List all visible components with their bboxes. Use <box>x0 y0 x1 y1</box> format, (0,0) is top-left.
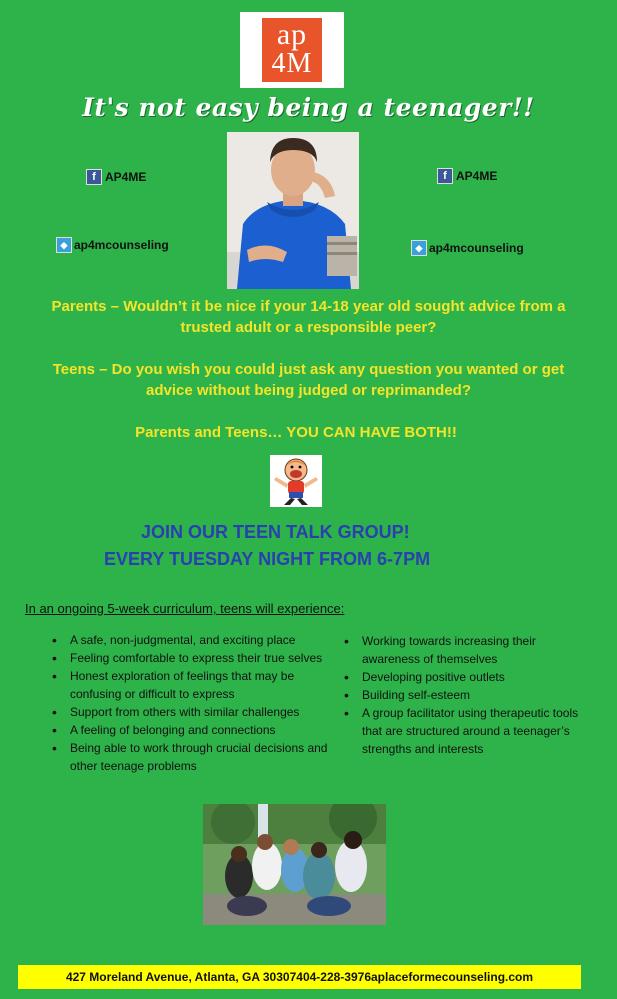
benefit-item: • Working towards increasing their awareness of themselves <box>340 632 590 668</box>
footer-address: 427 Moreland Avenue, Atlanta, GA 30307 <box>65 970 297 984</box>
twitter-handle-right: ap4mcounseling <box>429 241 524 255</box>
twitter-link-right[interactable] <box>411 240 524 256</box>
curriculum-intro: In an ongoing 5-week curriculum, teens will experience: <box>25 601 345 616</box>
twitter-icon: ◆ <box>56 237 72 253</box>
facebook-link-right[interactable] <box>437 168 497 184</box>
benefit-item: • Being able to work through crucial decisions and other teenage problems <box>48 739 333 775</box>
logo-line1: ap <box>276 18 308 51</box>
benefits-list-left <box>48 631 333 775</box>
benefit-item: • Developing positive outlets <box>340 668 590 686</box>
benefit-item: • A group facilitator using therapeutic tools that are structured around a teenager’s strengths and interests <box>340 704 590 758</box>
both-text: Parents and Teens… YOU CAN HAVE BOTH!! <box>135 424 457 441</box>
teen-group-photo <box>203 804 386 925</box>
join-group-line2: EVERY TUESDAY NIGHT FROM 6-7PM <box>104 549 431 569</box>
cartoon-kid-image <box>270 455 322 507</box>
footer-phone[interactable]: 404-228-3976 <box>296 970 371 984</box>
facebook-link-left[interactable] <box>86 169 146 185</box>
teens-question <box>0 359 617 401</box>
benefit-item: • Support from others with similar challenges <box>48 703 333 721</box>
facebook-icon: f <box>437 168 453 184</box>
facebook-handle-right: AP4ME <box>456 169 498 183</box>
join-group-line1: JOIN OUR TEEN TALK GROUP! <box>141 522 410 542</box>
logo <box>240 12 344 88</box>
benefit-item: • Honest exploration of feelings that may be confusing or difficult to express <box>48 667 333 703</box>
teen-photo <box>227 132 359 289</box>
benefit-item: • Building self-esteem <box>340 686 590 704</box>
parents-question <box>0 296 617 338</box>
benefit-item: • Feeling comfortable to express their true selves <box>48 649 333 667</box>
twitter-link-left[interactable] <box>56 237 169 253</box>
benefit-item: • A safe, non-judgmental, and exciting place <box>48 631 333 649</box>
twitter-handle-left: ap4mcounseling <box>74 238 169 252</box>
headline: It's not easy being a teenager!! <box>82 93 535 122</box>
teens-question-text: Teens – Do you wish you could just ask any question you wanted or get advice without being judged or reprimanded? <box>52 361 565 399</box>
benefits-list-right <box>340 632 590 758</box>
facebook-icon: f <box>86 169 102 185</box>
footer-website[interactable]: aplaceformecounseling.com <box>371 970 534 984</box>
benefit-item: • A feeling of belonging and connections <box>48 721 333 739</box>
parents-question-text: Parents – Wouldn’t it be nice if your 14-18 year old sought advice from a trusted adult or a responsible peer? <box>51 298 566 336</box>
logo-line2: 4M <box>271 48 313 79</box>
footer-contact-bar <box>18 965 581 989</box>
twitter-icon: ◆ <box>411 240 427 256</box>
facebook-handle-left: AP4ME <box>105 170 147 184</box>
